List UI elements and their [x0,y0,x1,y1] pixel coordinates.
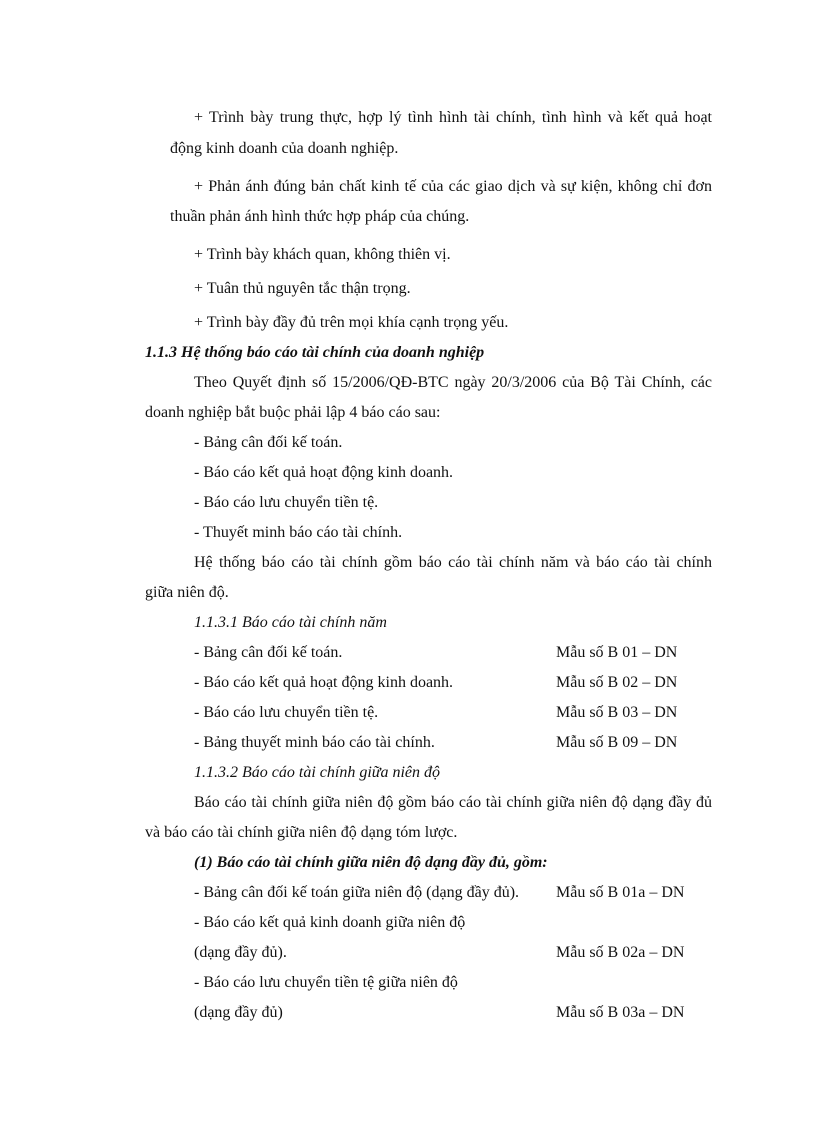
annual-row-3-code: Mẫu số B 03 – DN [556,704,678,721]
bullet-1-line-2: động kinh doanh của doanh nghiệp. [170,140,399,157]
interim-row-2-label-b: (dạng đầy đủ). [194,944,287,961]
interim-full-heading: (1) Báo cáo tài chính giữa niên độ dạng đầy đủ, gồm: [194,854,548,871]
report-item-2: - Báo cáo kết quả hoạt động kinh doanh. [194,464,454,481]
interim-intro-line-1: Báo cáo tài chính giữa niên độ gồm báo cáo tài chính giữa niên độ dạng đầy đủ [194,794,712,811]
bullet-2-line-1: + Phản ánh đúng bản chất kinh tế của các giao dịch và sự kiện, không chỉ đơn [194,178,712,195]
section-heading-1-1-3: 1.1.3 Hệ thống báo cáo tài chính của doanh nghiệp [145,344,485,361]
interim-row-1-label: - Bảng cân đối kế toán giữa niên độ (dạng đầy đủ). [194,884,520,901]
annual-row-3-label: - Báo cáo lưu chuyển tiền tệ. [194,704,379,721]
bullet-2-line-2: thuần phản ánh hình thức hợp pháp của chúng. [170,208,470,225]
report-item-1: - Bảng cân đối kế toán. [194,434,343,451]
report-item-3: - Báo cáo lưu chuyển tiền tệ. [194,494,379,511]
bullet-3: + Trình bày khách quan, không thiên vị. [194,246,451,263]
annual-row-4-code: Mẫu số B 09 – DN [556,734,678,751]
annual-row-2-code: Mẫu số B 02 – DN [556,674,678,691]
annual-row-1-code: Mẫu số B 01 – DN [556,644,678,661]
annual-row-2-label: - Báo cáo kết quả hoạt động kinh doanh. [194,674,454,691]
intro-line-1: Theo Quyết định số 15/2006/QĐ-BTC ngày 20/3/2006 của Bộ Tài Chính, các [194,374,712,391]
system-line-2: giữa niên độ. [145,584,229,601]
interim-row-3-label-b: (dạng đầy đủ) [194,1004,283,1021]
intro-line-2: doanh nghiệp bắt buộc phải lập 4 báo cáo sau: [145,404,441,421]
annual-row-1-label: - Bảng cân đối kế toán. [194,644,343,661]
section-heading-1-1-3-2: 1.1.3.2 Báo cáo tài chính giữa niên độ [194,764,441,781]
interim-row-1-code: Mẫu số B 01a – DN [556,884,685,901]
interim-row-3-label-a: - Báo cáo lưu chuyển tiền tệ giữa niên độ [194,974,458,991]
system-line-1: Hệ thống báo cáo tài chính gồm báo cáo tài chính năm và báo cáo tài chính [194,554,712,571]
interim-row-2-code: Mẫu số B 02a – DN [556,944,685,961]
interim-row-2-label-a: - Báo cáo kết quả kinh doanh giữa niên độ [194,914,466,931]
interim-intro-line-2: và báo cáo tài chính giữa niên độ dạng tóm lược. [145,824,458,841]
annual-row-4-label: - Bảng thuyết minh báo cáo tài chính. [194,734,435,751]
report-item-4: - Thuyết minh báo cáo tài chính. [194,524,403,541]
bullet-1-line-1: + Trình bày trung thực, hợp lý tình hình tài chính, tình hình và kết quả hoạt [194,109,712,126]
bullet-4: + Tuân thủ nguyên tắc thận trọng. [194,280,411,297]
bullet-5: + Trình bày đầy đủ trên mọi khía cạnh trọng yếu. [194,314,509,331]
section-heading-1-1-3-1: 1.1.3.1 Báo cáo tài chính năm [194,614,387,631]
interim-row-3-code: Mẫu số B 03a – DN [556,1004,685,1021]
